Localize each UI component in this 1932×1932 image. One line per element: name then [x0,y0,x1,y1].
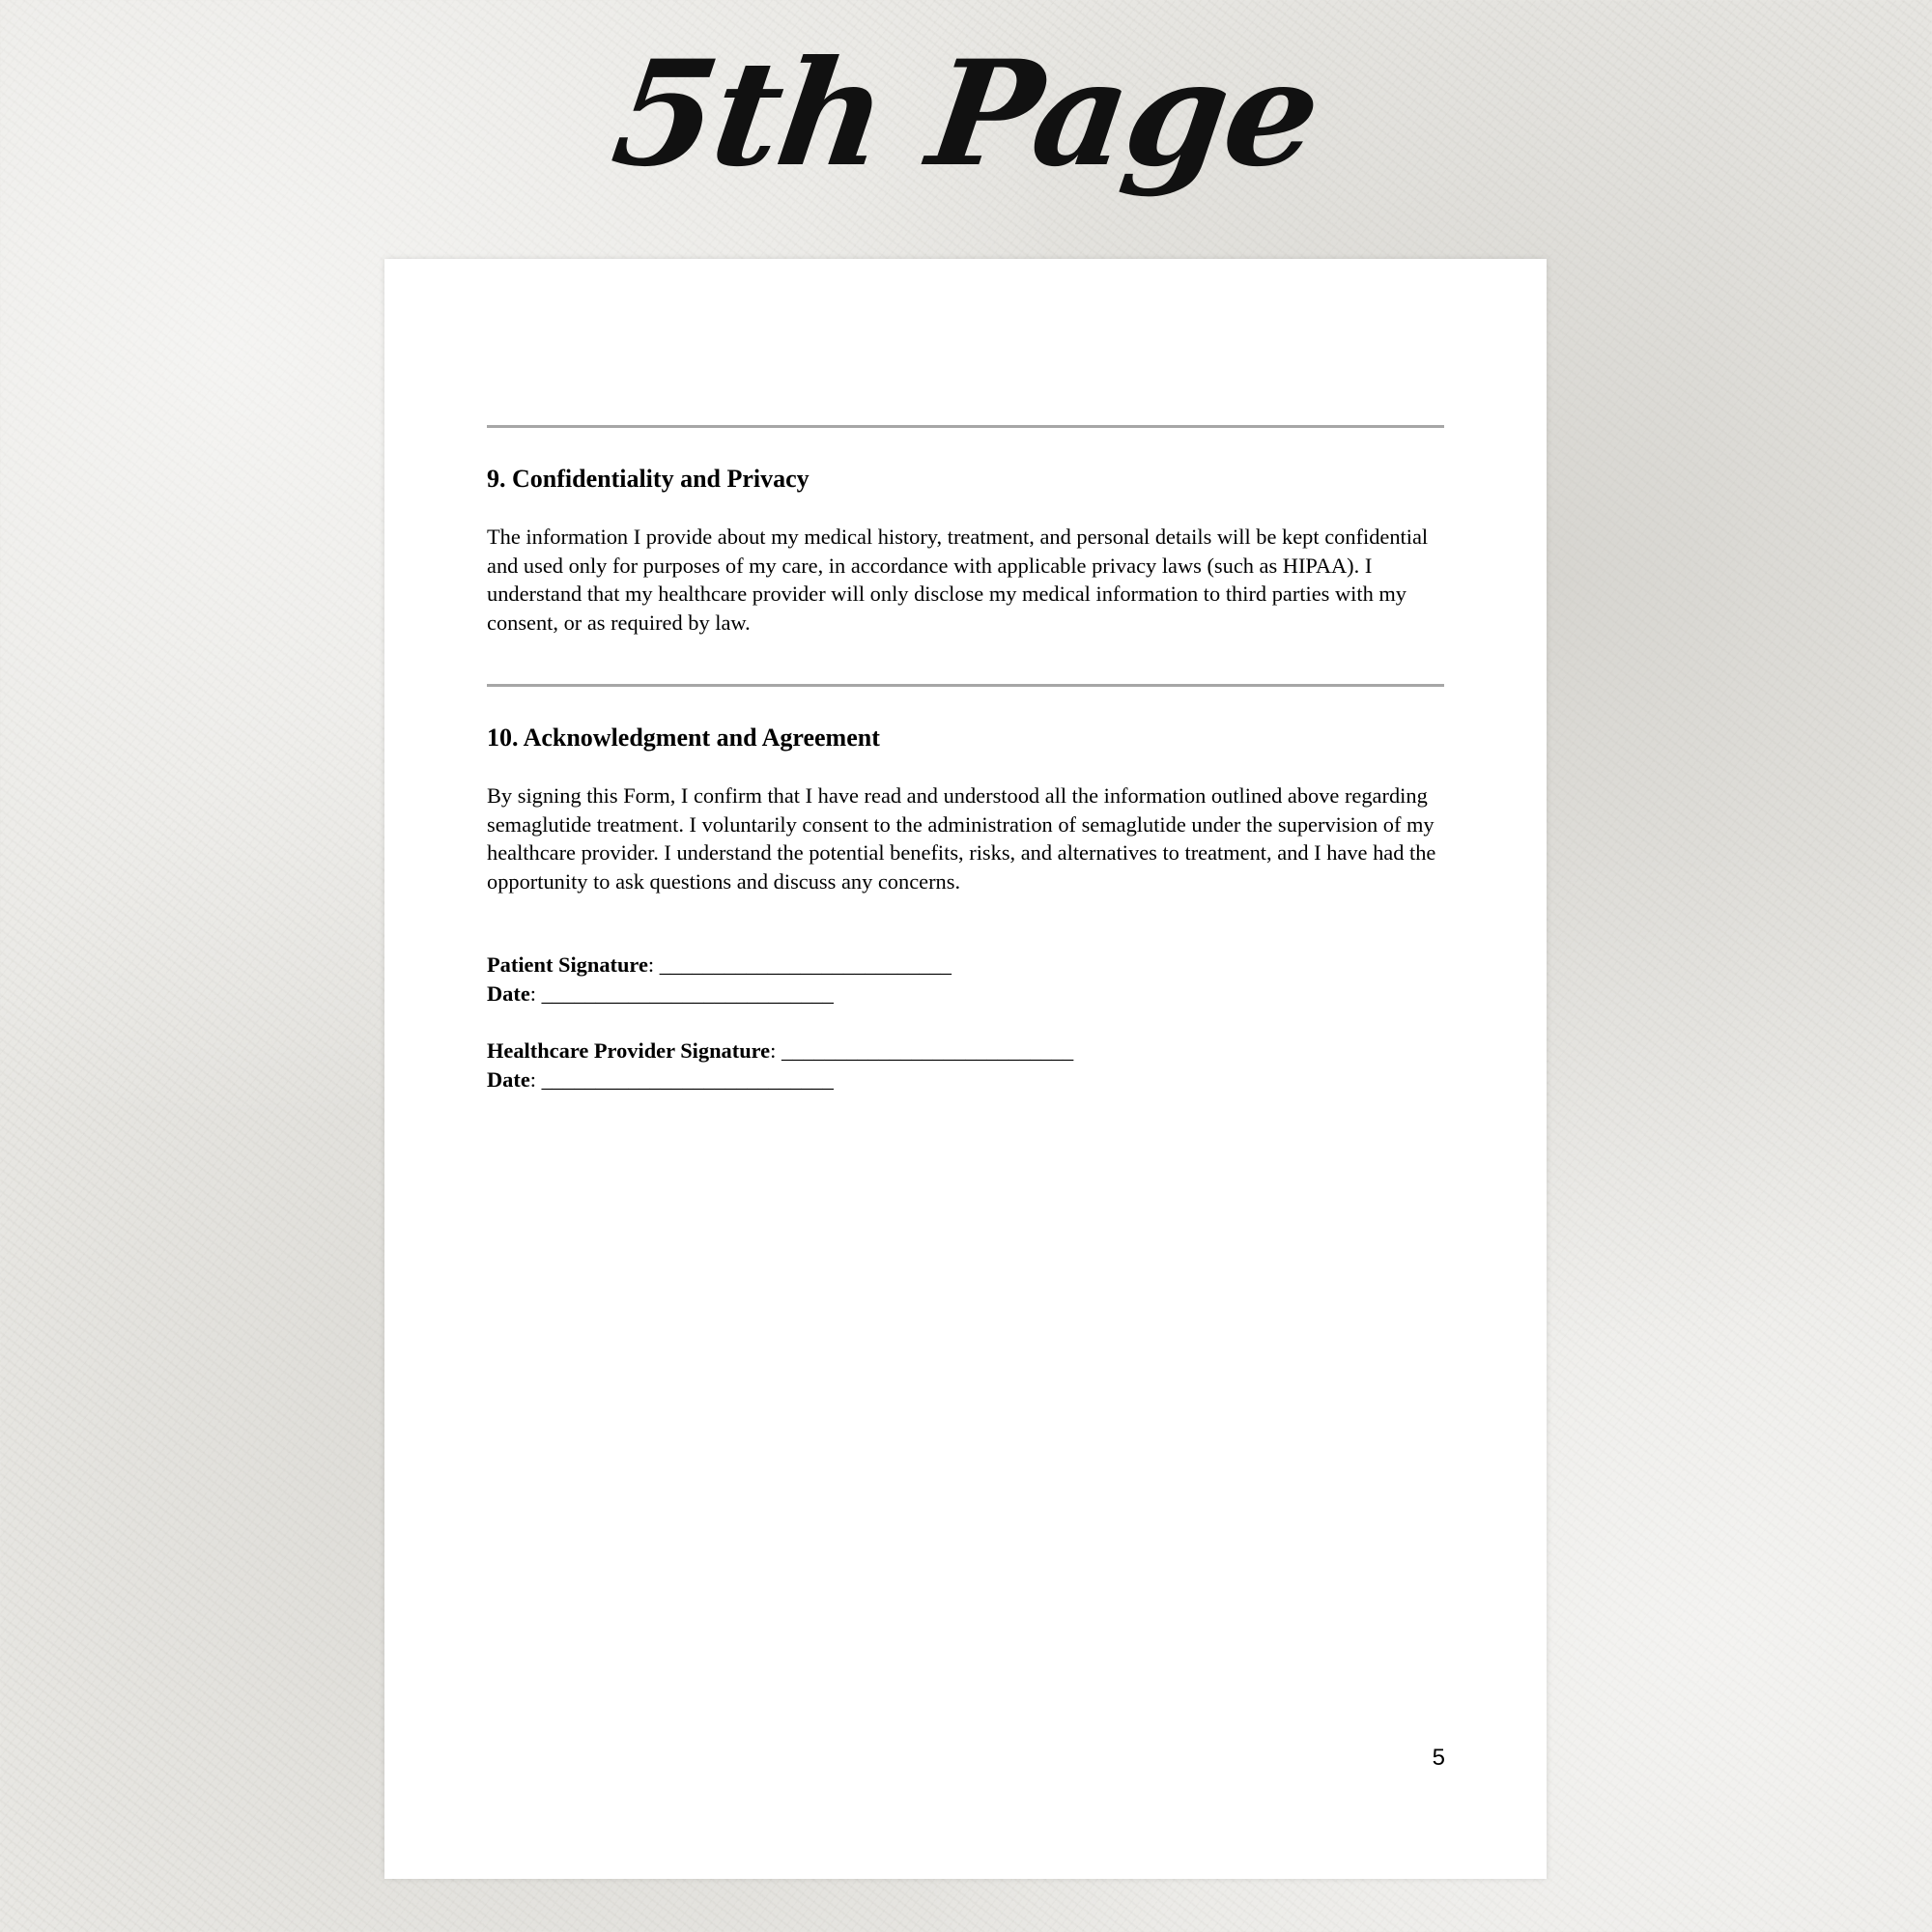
provider-date-line: : ___________________________ [529,1066,834,1092]
patient-date-label: Date [487,980,530,1006]
banner-title: 5th Page [604,29,1328,199]
section-divider [487,425,1444,428]
section-heading-confidentiality: 9. Confidentiality and Privacy [487,465,810,493]
provider-date-label: Date [487,1066,530,1092]
provider-signature-field[interactable] [487,1037,1073,1065]
section-divider [487,684,1444,687]
document-page [384,259,1547,1879]
section-heading-acknowledgment: 10. Acknowledgment and Agreement [487,724,880,752]
page-number: 5 [1432,1745,1445,1771]
patient-signature-label: Patient Signature [487,952,648,977]
provider-signature-line: : ___________________________ [770,1038,1074,1063]
provider-date-field[interactable] [487,1065,1073,1094]
section-body-acknowledgment: By signing this Form, I confirm that I have read and understood all the information outlined above regarding semaglutide treatment. I voluntarily consent to the administration of semaglutide under the supervision of my healthcare provider. I understand the potential benefits, risks, and alternatives to treatment, and I have had the opportunity to ask questions and discuss any concerns. [487,783,1436,894]
patient-signature-field[interactable] [487,951,952,980]
patient-date-field[interactable] [487,980,952,1009]
provider-signature-block [487,1037,1073,1094]
patient-date-line: : ___________________________ [529,980,834,1006]
provider-signature-label: Healthcare Provider Signature [487,1038,771,1063]
section-body-confidentiality: The information I provide about my medical history, treatment, and personal details will be kept confidential and used only for purposes of my care, in accordance with applicable privacy laws (such as HIPAA). I understand that my healthcare provider will only disclose my medical information to third parties with my consent, or as required by law. [487,525,1429,635]
patient-signature-block [487,951,952,1008]
patient-signature-line: : ___________________________ [647,952,952,977]
